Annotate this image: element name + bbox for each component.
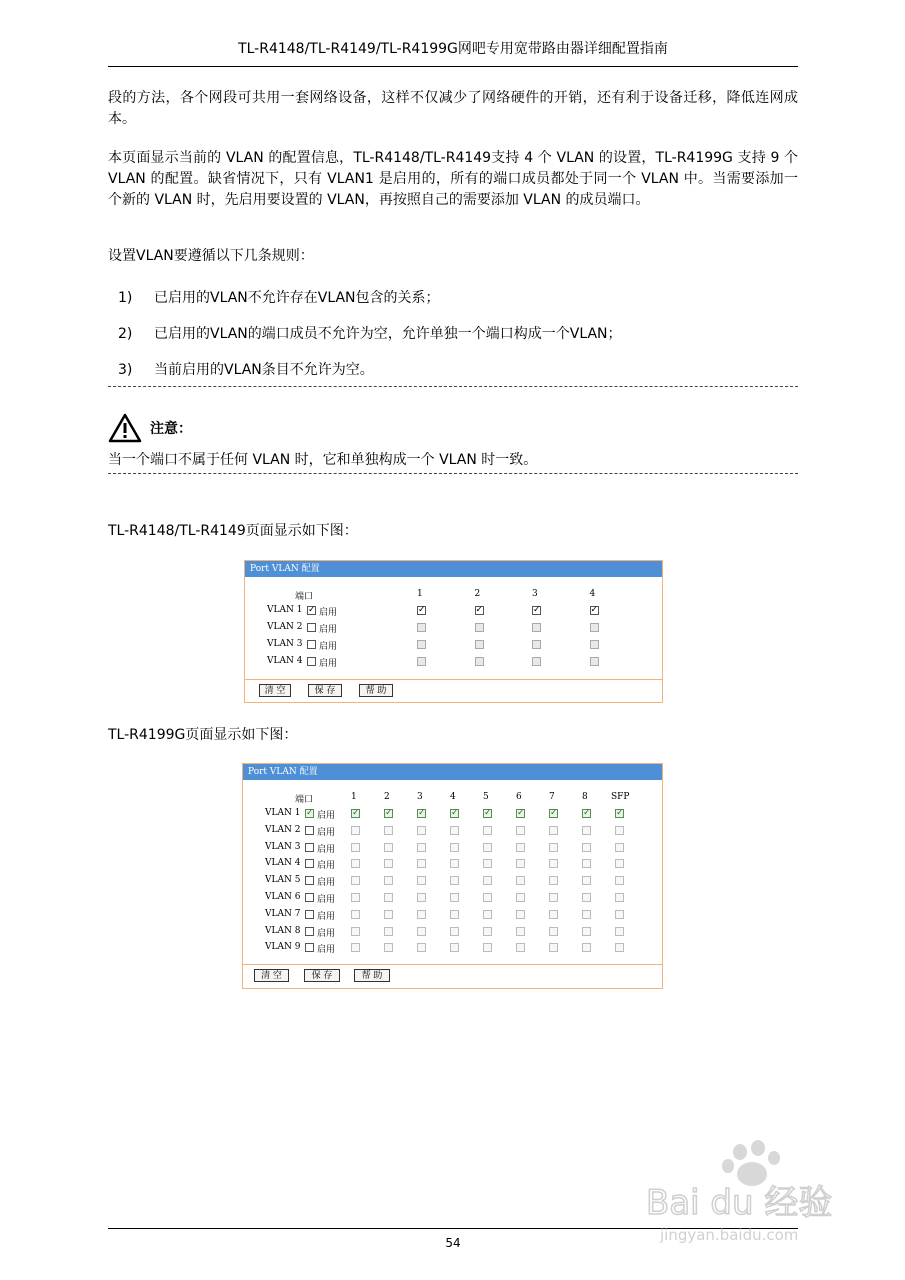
vlan-row-label: VLAN 4: [267, 656, 303, 666]
vlan-row-label: VLAN 1: [265, 808, 301, 818]
port-member-checkbox: [549, 876, 558, 885]
port-member-checkbox: [384, 876, 393, 885]
port-member-checkbox: [615, 927, 624, 936]
port-member-checkbox: [384, 843, 393, 852]
port-member-checkbox: [615, 910, 624, 919]
vlan-enable-checkbox[interactable]: [305, 826, 314, 835]
port-member-checkbox: [516, 876, 525, 885]
rule-number: 1): [118, 290, 133, 306]
port-header-4: 4: [589, 589, 596, 599]
caption-r4148: TL-R4148/TL-R4149页面显示如下图：: [108, 523, 358, 539]
port-member-checkbox: [450, 859, 459, 868]
port-member-checkbox: [590, 623, 599, 632]
rule-text: 已启用的VLAN不允许存在VLAN包含的关系；: [154, 290, 440, 306]
port-column-header: 端口: [295, 592, 314, 602]
page-header-title: TL-R4148/TL-R4149/TL-R4199G网吧专用宽带路由器详细配置指南: [238, 41, 668, 57]
note-heading: [108, 413, 192, 443]
port-member-checkbox: [483, 876, 492, 885]
port-member-checkbox: [475, 640, 484, 649]
rule-item-2: [118, 323, 622, 343]
header-divider: [108, 66, 798, 67]
port-member-checkbox[interactable]: ✓: [418, 808, 426, 818]
rule-number: 2): [118, 326, 133, 342]
port-member-checkbox: [450, 876, 459, 885]
port-member-checkbox: [549, 859, 558, 868]
port-member-checkbox: [549, 910, 558, 919]
port-member-checkbox: [417, 876, 426, 885]
port-header-2: 2: [474, 589, 481, 599]
vlan-enable-checkbox[interactable]: [305, 927, 314, 936]
vlan-enable-checkbox[interactable]: [307, 640, 316, 649]
port-member-checkbox: [516, 826, 525, 835]
note-title: 注意：: [150, 421, 192, 437]
vlan-row-label: VLAN 4: [265, 858, 301, 869]
port-member-checkbox: [483, 943, 492, 952]
port-member-checkbox[interactable]: ✓: [517, 808, 525, 818]
vlan-enable-checkbox[interactable]: [305, 859, 314, 868]
port-header-1: 1: [417, 589, 423, 599]
vlan-row-label: VLAN 3: [265, 841, 301, 852]
port-member-checkbox: [615, 826, 624, 835]
watermark-brand: Bai du 经验: [646, 1183, 833, 1223]
port-member-checkbox: [384, 943, 393, 952]
rule-item-3: [118, 359, 374, 379]
panel-footer: [243, 964, 662, 988]
port-header-3: 3: [532, 589, 538, 599]
vlan-enable-checkbox[interactable]: [307, 623, 316, 632]
clear-button[interactable]: 清 空: [254, 969, 289, 982]
enable-label: 启用: [319, 608, 338, 618]
enable-label: 启用: [317, 895, 336, 905]
rule-text: 当前启用的VLAN条目不允许为空。: [154, 362, 374, 378]
port-member-checkbox[interactable]: ✓: [583, 808, 591, 818]
port-member-checkbox: [582, 927, 591, 936]
port-header-3: 3: [417, 792, 423, 802]
port-header-5: 5: [483, 792, 489, 802]
note-text: 当一个端口不属于任何 VLAN 时，它和单独构成一个 VLAN 时一致。: [108, 452, 538, 468]
port-member-checkbox: [450, 843, 459, 852]
port-member-checkbox: [384, 910, 393, 919]
vlan-row-label: VLAN 3: [267, 639, 303, 649]
port-member-checkbox: [549, 826, 558, 835]
port-member-checkbox: [351, 943, 360, 952]
port-member-checkbox: [549, 893, 558, 902]
enable-label: 启用: [317, 811, 336, 821]
port-member-checkbox: [615, 843, 624, 852]
vlan-row-label: VLAN 5: [265, 875, 301, 886]
clear-button[interactable]: 清 空: [259, 684, 291, 697]
enable-label: 启用: [319, 642, 338, 652]
port-member-checkbox: [590, 657, 599, 666]
port-header-6: 6: [516, 792, 522, 802]
port-member-checkbox: [582, 843, 591, 852]
port-member-checkbox[interactable]: ✓: [451, 808, 459, 818]
port-member-checkbox[interactable]: ✓: [533, 605, 541, 615]
port-member-checkbox: [450, 826, 459, 835]
paragraph-1: 段的方法，各个网段可共用一套网络设备，这样不仅减少了网络硬件的开销，还有利于设备迁移，降低连网成本。: [108, 90, 798, 127]
port-member-checkbox: [417, 859, 426, 868]
port-member-checkbox: [516, 893, 525, 902]
enable-label: 启用: [317, 945, 336, 956]
vlan-enable-checkbox[interactable]: [307, 657, 316, 666]
port-member-checkbox: [615, 893, 624, 902]
port-vlan-panel-r4199g: [242, 763, 663, 989]
port-member-checkbox: [417, 657, 426, 666]
vlan-row-label: VLAN 2: [267, 622, 303, 632]
port-member-checkbox[interactable]: ✓: [475, 605, 484, 615]
paragraph-2: 本页面显示当前的 VLAN 的配置信息，TL-R4148/TL-R4149支持 4 个 VLAN 的设置，TL-R4199G 支持 9 个 VLAN 的配置。缺省情况下，只有 VLAN1 是启用的，所有的端口成员都处于同一个 VLAN 中。当需要添加一个新的 VLAN 时，先启用要设置的 VLAN，再按照自己的需要添加 VLAN 的成员端口。: [108, 150, 798, 208]
port-member-checkbox: [417, 893, 426, 902]
port-member-checkbox: [417, 640, 426, 649]
port-member-checkbox: [549, 843, 558, 852]
port-member-checkbox: [532, 657, 541, 666]
vlan-row-label: VLAN 1: [267, 605, 303, 615]
port-member-checkbox: [483, 927, 492, 936]
port-member-checkbox: [483, 859, 492, 868]
port-member-checkbox: [615, 859, 624, 868]
vlan-row-label: VLAN 8: [265, 925, 301, 936]
note-bottom-divider: [108, 473, 798, 474]
vlan-row-label: VLAN 9: [265, 942, 301, 953]
vlan-enable-checkbox[interactable]: [305, 943, 314, 952]
vlan-enable-checkbox[interactable]: ✓: [308, 605, 316, 615]
enable-label: 启用: [317, 928, 336, 939]
port-member-checkbox: [450, 943, 459, 952]
watermark-url: jingyan.baidu.com: [660, 1226, 799, 1244]
port-header-4: 4: [450, 792, 456, 802]
port-member-checkbox: [532, 623, 541, 632]
port-header-8: 8: [582, 792, 588, 802]
port-member-checkbox: [483, 893, 492, 902]
port-member-checkbox[interactable]: ✓: [484, 808, 492, 818]
panel-title: Port VLAN 配置: [243, 764, 662, 780]
paw-logo-icon: [722, 1140, 780, 1186]
port-member-checkbox: [483, 843, 492, 852]
port-member-checkbox: [475, 623, 484, 632]
port-member-checkbox: [351, 927, 360, 936]
port-vlan-panel-r4148: [244, 560, 663, 703]
rule-item-1: [118, 287, 440, 307]
port-member-checkbox: [450, 893, 459, 902]
port-member-checkbox[interactable]: ✓: [385, 808, 393, 818]
port-member-checkbox: [590, 640, 599, 649]
port-member-checkbox: [582, 826, 591, 835]
vlan-enable-checkbox[interactable]: [305, 910, 314, 919]
port-member-checkbox: [384, 859, 393, 868]
port-member-checkbox: [516, 910, 525, 919]
port-member-checkbox[interactable]: ✓: [550, 808, 558, 818]
port-member-checkbox: [483, 910, 492, 919]
help-button[interactable]: 帮 助: [359, 684, 393, 697]
rule-text: 已启用的VLAN的端口成员不允许为空，允许单独一个端口构成一个VLAN；: [154, 326, 622, 342]
port-member-checkbox: [384, 927, 393, 936]
port-member-checkbox: [516, 943, 525, 952]
save-button[interactable]: 保 存: [308, 684, 342, 697]
port-header-sfp: SFP: [611, 792, 630, 802]
port-member-checkbox: [351, 843, 360, 852]
port-member-checkbox: [582, 859, 591, 868]
port-member-checkbox: [615, 876, 624, 885]
port-member-checkbox: [417, 843, 426, 852]
port-member-checkbox: [549, 927, 558, 936]
note-top-divider: [108, 386, 798, 387]
enable-label: 启用: [317, 878, 336, 889]
vlan-enable-checkbox[interactable]: [305, 843, 314, 852]
port-member-checkbox: [351, 910, 360, 919]
port-member-checkbox: [475, 657, 484, 666]
rule-number: 3): [118, 362, 133, 378]
port-member-checkbox: [582, 893, 591, 902]
port-column-header: 端口: [295, 795, 314, 805]
port-header-1: 1: [351, 792, 357, 802]
port-member-checkbox: [351, 893, 360, 902]
port-header-2: 2: [384, 792, 390, 802]
panel-footer: [245, 679, 662, 702]
port-member-checkbox: [450, 927, 459, 936]
save-button[interactable]: 保 存: [304, 969, 340, 982]
port-member-checkbox: [549, 943, 558, 952]
port-member-checkbox: [384, 893, 393, 902]
vlan-enable-checkbox[interactable]: [305, 893, 314, 902]
port-member-checkbox[interactable]: ✓: [616, 808, 624, 818]
port-member-checkbox: [582, 910, 591, 919]
vlan-enable-checkbox[interactable]: [305, 876, 314, 885]
port-member-checkbox: [417, 927, 426, 936]
port-member-checkbox: [351, 826, 360, 835]
enable-label: 启用: [317, 911, 336, 922]
port-member-checkbox: [417, 943, 426, 952]
port-header-7: 7: [549, 792, 555, 802]
port-member-checkbox: [351, 876, 360, 885]
port-member-checkbox[interactable]: ✓: [352, 808, 360, 818]
paragraph-3: 设置VLAN要遵循以下几条规则：: [108, 248, 314, 264]
vlan-row-label: VLAN 7: [265, 908, 301, 919]
port-member-checkbox: [450, 910, 459, 919]
port-member-checkbox: [582, 876, 591, 885]
port-member-checkbox: [417, 826, 426, 835]
caption-r4199g: TL-R4199G页面显示如下图：: [108, 727, 298, 743]
enable-label: 启用: [317, 827, 336, 838]
port-member-checkbox: [483, 826, 492, 835]
port-member-checkbox: [351, 859, 360, 868]
port-member-checkbox: [516, 859, 525, 868]
port-member-checkbox: [516, 927, 525, 936]
port-member-checkbox: [417, 623, 426, 632]
port-member-checkbox: [615, 943, 624, 952]
port-member-checkbox: [532, 640, 541, 649]
port-member-checkbox: [582, 943, 591, 952]
enable-label: 启用: [319, 625, 338, 635]
vlan-row-label: VLAN 6: [265, 892, 301, 902]
vlan-row-label: VLAN 2: [265, 824, 301, 835]
panel-title: Port VLAN 配置: [245, 561, 662, 577]
port-member-checkbox: [384, 826, 393, 835]
port-member-checkbox: [516, 843, 525, 852]
enable-label: 启用: [319, 659, 338, 669]
baidu-jingyan-watermark: [640, 1140, 860, 1250]
port-member-checkbox[interactable]: ✓: [418, 605, 426, 615]
warning-icon: [108, 413, 142, 443]
vlan-enable-checkbox[interactable]: ✓: [306, 808, 314, 818]
help-button[interactable]: 帮 助: [354, 969, 390, 982]
page-number: 54: [445, 1236, 461, 1250]
enable-label: 启用: [317, 861, 336, 872]
enable-label: 启用: [317, 844, 336, 855]
port-member-checkbox: [417, 910, 426, 919]
port-member-checkbox[interactable]: ✓: [590, 605, 599, 615]
